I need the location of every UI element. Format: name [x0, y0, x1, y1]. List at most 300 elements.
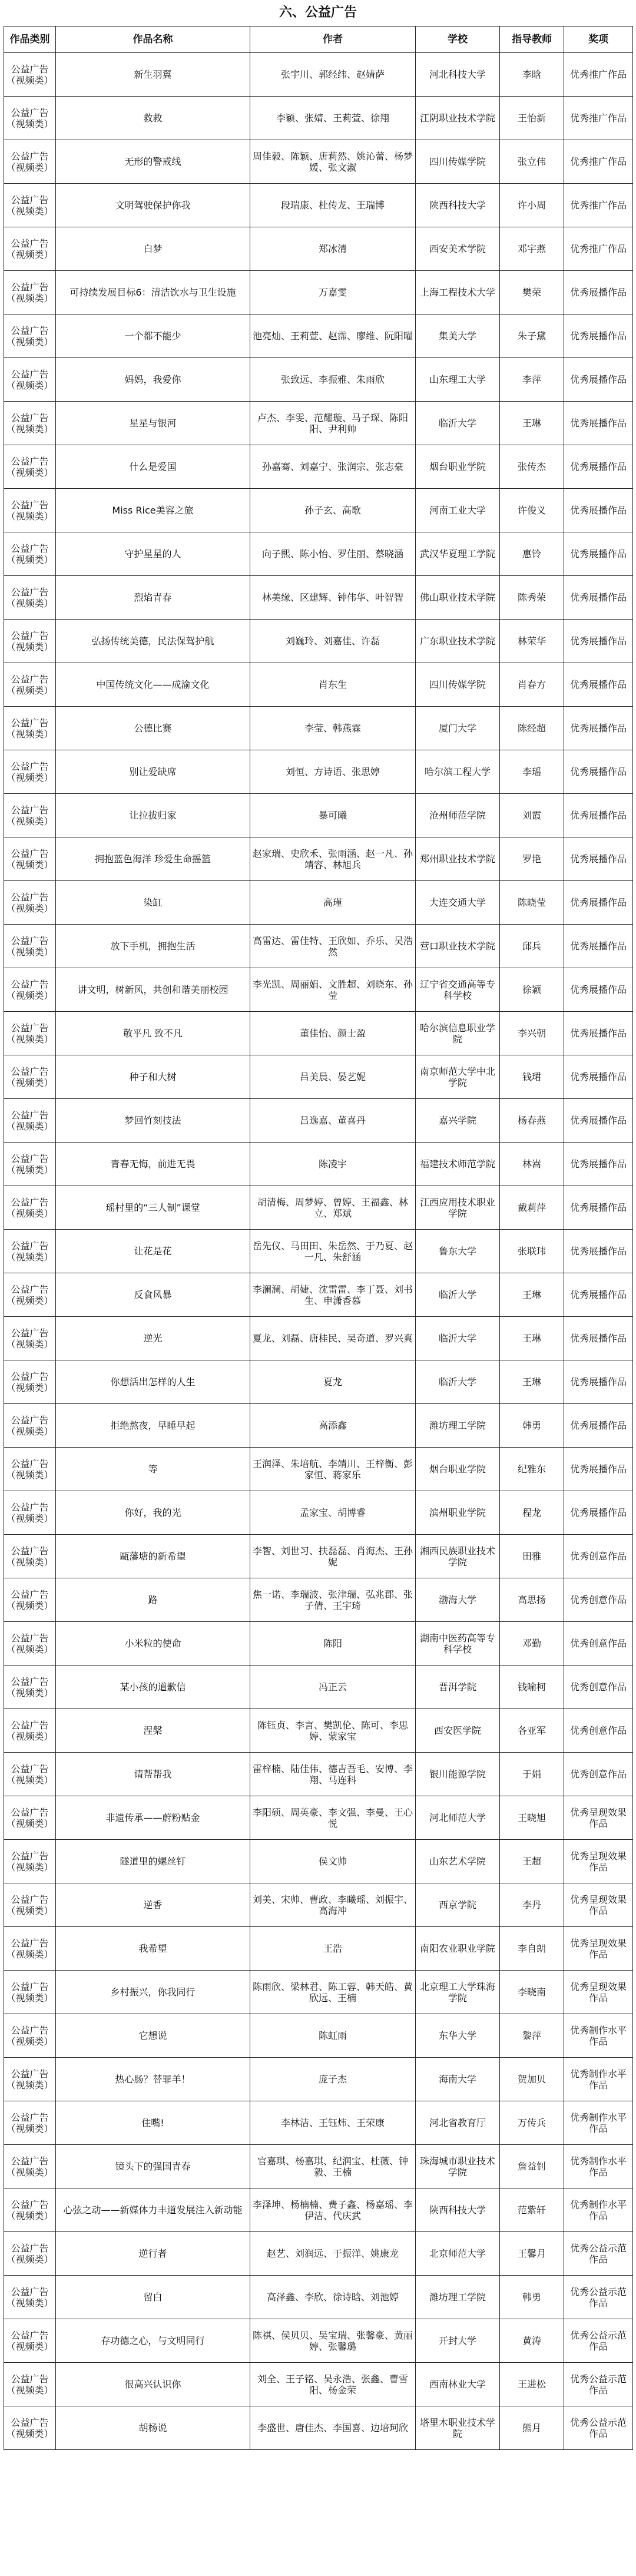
- school-cell: 四川传媒学院: [416, 140, 500, 184]
- authors-cell: 高瑾: [250, 881, 416, 925]
- table-row: [4, 881, 633, 925]
- authors-cell: 董佳怡、颜士盈: [250, 1012, 416, 1055]
- table-row: [4, 1578, 633, 1622]
- title-cell: 公德比赛: [56, 707, 250, 750]
- table-row: [4, 1753, 633, 1796]
- table-row: [4, 2101, 633, 2145]
- teacher-cell: 李自朗: [500, 1927, 564, 1971]
- school-cell: 集美大学: [416, 314, 500, 358]
- title-cell: 星星与银河: [56, 402, 250, 445]
- award-cell: 优秀展播作品: [564, 794, 633, 837]
- table-row: [4, 1448, 633, 1491]
- title-cell: 文明驾驶保护你我: [56, 184, 250, 227]
- table-row: [4, 2145, 633, 2188]
- school-cell: 佛山职业技术学院: [416, 576, 500, 620]
- title-cell: 心弦之动——新媒体力丰道发展注入新动能: [56, 2188, 250, 2232]
- column-header-category: 作品类别: [4, 27, 56, 53]
- award-cell: 优秀展播作品: [564, 402, 633, 445]
- school-cell: 南阳农业职业学院: [416, 1927, 500, 1971]
- award-cell: 优秀呈现效果作品: [564, 1927, 633, 1971]
- teacher-cell: 田雅: [500, 1535, 564, 1578]
- teacher-cell: 熊月: [500, 2406, 564, 2450]
- table-row: [4, 1796, 633, 1840]
- category-cell: 公益广告（视频类）: [4, 2058, 56, 2101]
- school-cell: 临沂大学: [416, 1317, 500, 1360]
- authors-cell: 陈阳: [250, 1622, 416, 1666]
- category-cell: 公益广告（视频类）: [4, 1317, 56, 1360]
- category-cell: 公益广告（视频类）: [4, 445, 56, 489]
- award-cell: 优秀呈现效果作品: [564, 1840, 633, 1883]
- table-row: [4, 2232, 633, 2276]
- authors-cell: 刘恒、方诗语、张思婷: [250, 750, 416, 794]
- school-cell: 烟台职业学院: [416, 1448, 500, 1491]
- award-cell: 优秀呈现效果作品: [564, 1971, 633, 2014]
- table-row: [4, 1360, 633, 1404]
- table-row: [4, 837, 633, 881]
- category-cell: 公益广告（视频类）: [4, 1143, 56, 1186]
- teacher-cell: 黄涛: [500, 2319, 564, 2363]
- title-cell: 拥抱蓝色海洋 珍爱生命摇篮: [56, 837, 250, 881]
- authors-cell: 高添鑫: [250, 1404, 416, 1448]
- table-row: [4, 53, 633, 97]
- school-cell: 江西应用技术职业学院: [416, 1186, 500, 1230]
- authors-cell: 李盛世、唐佳杰、李国喜、边培珂欣: [250, 2406, 416, 2450]
- category-cell: 公益广告（视频类）: [4, 1709, 56, 1753]
- category-cell: 公益广告（视频类）: [4, 402, 56, 445]
- title-cell: 种子和大树: [56, 1055, 250, 1099]
- school-cell: 福建技术师范学院: [416, 1143, 500, 1186]
- teacher-cell: 纪雅东: [500, 1448, 564, 1491]
- award-cell: 优秀创意作品: [564, 1535, 633, 1578]
- teacher-cell: 徐颖: [500, 968, 564, 1012]
- school-cell: 山东艺术学院: [416, 1840, 500, 1883]
- award-cell: 优秀公益示范作品: [564, 2406, 633, 2450]
- title-cell: 守护星星的人: [56, 532, 250, 576]
- school-cell: 临沂大学: [416, 1273, 500, 1317]
- title-cell: 留白: [56, 2276, 250, 2319]
- category-cell: 公益广告（视频类）: [4, 2145, 56, 2188]
- authors-cell: 暴可曦: [250, 794, 416, 837]
- table-row: [4, 1186, 633, 1230]
- authors-cell: 陈钰贞、李言、樊凯伦、陈可、李思婷、蒙家宝: [250, 1709, 416, 1753]
- category-cell: 公益广告（视频类）: [4, 2232, 56, 2276]
- award-cell: 优秀创意作品: [564, 1709, 633, 1753]
- school-cell: 塔里木职业技术学院: [416, 2406, 500, 2450]
- title-cell: 无形的警戒线: [56, 140, 250, 184]
- teacher-cell: 王晓旭: [500, 1796, 564, 1840]
- title-cell: 妈妈，我爱你: [56, 358, 250, 402]
- table-row: [4, 314, 633, 358]
- school-cell: 珠海城市职业技术学院: [416, 2145, 500, 2188]
- award-cell: 优秀推广作品: [564, 97, 633, 140]
- award-cell: 优秀公益示范作品: [564, 2276, 633, 2319]
- category-cell: 公益广告（视频类）: [4, 314, 56, 358]
- table-row: [4, 1230, 633, 1273]
- award-cell: 优秀推广作品: [564, 53, 633, 97]
- award-cell: 优秀展播作品: [564, 1317, 633, 1360]
- school-cell: 河北省教育厅: [416, 2101, 500, 2145]
- table-row: [4, 663, 633, 707]
- authors-cell: 岳先仪、马田田、朱岳然、于乃夏、赵一凡、朱舒涵: [250, 1230, 416, 1273]
- award-cell: 优秀制作水平作品: [564, 2014, 633, 2058]
- teacher-cell: 于娟: [500, 1753, 564, 1796]
- table-row: [4, 576, 633, 620]
- title-cell: Miss Rice美容之旅: [56, 489, 250, 532]
- table-row: [4, 445, 633, 489]
- teacher-cell: 林荣华: [500, 620, 564, 663]
- category-cell: 公益广告（视频类）: [4, 1971, 56, 2014]
- table-row: [4, 2188, 633, 2232]
- authors-cell: 孟家宝、胡博睿: [250, 1491, 416, 1535]
- teacher-cell: 张传杰: [500, 445, 564, 489]
- authors-cell: 侯文帅: [250, 1840, 416, 1883]
- table-row: [4, 794, 633, 837]
- category-cell: 公益广告（视频类）: [4, 1622, 56, 1666]
- award-cell: 优秀展播作品: [564, 1273, 633, 1317]
- school-cell: 嘉兴学院: [416, 1099, 500, 1143]
- authors-cell: 吕美晨、晏艺妮: [250, 1055, 416, 1099]
- school-cell: 陕西科技大学: [416, 184, 500, 227]
- school-cell: 营口职业技术学院: [416, 925, 500, 968]
- teacher-cell: 林嵩: [500, 1143, 564, 1186]
- teacher-cell: 钱喻柯: [500, 1666, 564, 1709]
- authors-cell: 李林洁、王钰炜、王荣康: [250, 2101, 416, 2145]
- award-cell: 优秀展播作品: [564, 1230, 633, 1273]
- school-cell: 南京师范大学中北学院: [416, 1055, 500, 1099]
- school-cell: 北京师范大学: [416, 2232, 500, 2276]
- authors-cell: 李阳硕、周英豪、李文强、李曼、王心悦: [250, 1796, 416, 1840]
- title-cell: 染缸: [56, 881, 250, 925]
- teacher-cell: 王琳: [500, 1317, 564, 1360]
- school-cell: 辽宁省交通高等专科学校: [416, 968, 500, 1012]
- title-cell: 你好，我的光: [56, 1491, 250, 1535]
- award-cell: 优秀推广作品: [564, 227, 633, 271]
- school-cell: 西安医学院: [416, 1709, 500, 1753]
- teacher-cell: 詹益钊: [500, 2145, 564, 2188]
- category-cell: 公益广告（视频类）: [4, 489, 56, 532]
- column-header-school: 学校: [416, 27, 500, 53]
- school-cell: 西安美术学院: [416, 227, 500, 271]
- award-cell: 优秀展播作品: [564, 925, 633, 968]
- title-cell: 涅槃: [56, 1709, 250, 1753]
- school-cell: 四川传媒学院: [416, 663, 500, 707]
- authors-cell: 郑冰清: [250, 227, 416, 271]
- table-row: [4, 1055, 633, 1099]
- category-cell: 公益广告（视频类）: [4, 1491, 56, 1535]
- title-cell: 梦回竹刻技法: [56, 1099, 250, 1143]
- teacher-cell: 李晓南: [500, 1971, 564, 2014]
- school-cell: 河北科技大学: [416, 53, 500, 97]
- title-cell: 逆行者: [56, 2232, 250, 2276]
- authors-cell: 吕逸嘉、董喜丹: [250, 1099, 416, 1143]
- award-cell: 优秀制作水平作品: [564, 2058, 633, 2101]
- table-row: [4, 620, 633, 663]
- school-cell: 河北师范大学: [416, 1796, 500, 1840]
- title-cell: 烈焰青春: [56, 576, 250, 620]
- teacher-cell: 樊荣: [500, 271, 564, 314]
- category-cell: 公益广告（视频类）: [4, 358, 56, 402]
- authors-cell: 张致远、李振雅、朱雨欣: [250, 358, 416, 402]
- title-cell: 镜头下的强国青春: [56, 2145, 250, 2188]
- award-cell: 优秀呈现效果作品: [564, 1883, 633, 1927]
- category-cell: 公益广告（视频类）: [4, 227, 56, 271]
- title-cell: 逆香: [56, 1883, 250, 1927]
- table-row: [4, 968, 633, 1012]
- authors-cell: 孙嘉骞、刘嘉宁、张润宗、张志豪: [250, 445, 416, 489]
- category-cell: 公益广告（视频类）: [4, 750, 56, 794]
- table-row: [4, 532, 633, 576]
- table-row: [4, 1709, 633, 1753]
- title-cell: 乡村振兴，你我同行: [56, 1971, 250, 2014]
- award-cell: 优秀展播作品: [564, 271, 633, 314]
- category-cell: 公益广告（视频类）: [4, 1186, 56, 1230]
- authors-cell: 高泽鑫、李欣、徐诗晗、刘池婷: [250, 2276, 416, 2319]
- title-cell: 别让爱缺席: [56, 750, 250, 794]
- award-cell: 优秀制作水平作品: [564, 2145, 633, 2188]
- teacher-cell: 范紫轩: [500, 2188, 564, 2232]
- school-cell: 山东理工大学: [416, 358, 500, 402]
- school-cell: 海南大学: [416, 2058, 500, 2101]
- school-cell: 广东职业技术学院: [416, 620, 500, 663]
- category-cell: 公益广告（视频类）: [4, 576, 56, 620]
- category-cell: 公益广告（视频类）: [4, 1273, 56, 1317]
- title-cell: 路: [56, 1578, 250, 1622]
- school-cell: 湖南中医药高等专科学校: [416, 1622, 500, 1666]
- authors-cell: 池亮灿、王莉萱、赵霈、廖维、阮阳曜: [250, 314, 416, 358]
- teacher-cell: 王馨月: [500, 2232, 564, 2276]
- teacher-cell: 黎萍: [500, 2014, 564, 2058]
- teacher-cell: 刘霞: [500, 794, 564, 837]
- title-cell: 拒绝熬夜，早睡早起: [56, 1404, 250, 1448]
- title-cell: 中国传统文化——成渝文化: [56, 663, 250, 707]
- teacher-cell: 罗艳: [500, 837, 564, 881]
- teacher-cell: 朱子黛: [500, 314, 564, 358]
- authors-cell: 陈凌宇: [250, 1143, 416, 1186]
- category-cell: 公益广告（视频类）: [4, 1753, 56, 1796]
- table-row: [4, 489, 633, 532]
- category-cell: 公益广告（视频类）: [4, 707, 56, 750]
- title-cell: 胡杨说: [56, 2406, 250, 2450]
- authors-cell: 李光凯、周丽娟、文胜超、刘晓东、孙莹: [250, 968, 416, 1012]
- table-row: [4, 227, 633, 271]
- teacher-cell: 杨春燕: [500, 1099, 564, 1143]
- title-cell: 住嘴!: [56, 2101, 250, 2145]
- award-cell: 优秀展播作品: [564, 620, 633, 663]
- award-cell: 优秀呈现效果作品: [564, 1796, 633, 1840]
- authors-cell: 刘巍玲、刘嘉佳、许磊: [250, 620, 416, 663]
- title-cell: 它想说: [56, 2014, 250, 2058]
- teacher-cell: 邓勤: [500, 1622, 564, 1666]
- school-cell: 陕西科技大学: [416, 2188, 500, 2232]
- table-row: [4, 2319, 633, 2363]
- title-cell: 新生羽翼: [56, 53, 250, 97]
- school-cell: 湘西民族职业技术学院: [416, 1535, 500, 1578]
- table-row: [4, 925, 633, 968]
- table-row: [4, 1491, 633, 1535]
- category-cell: 公益广告（视频类）: [4, 2014, 56, 2058]
- award-cell: 优秀创意作品: [564, 1578, 633, 1622]
- header-row: [4, 27, 633, 53]
- authors-cell: 庞子杰: [250, 2058, 416, 2101]
- teacher-cell: 许俊义: [500, 489, 564, 532]
- title-cell: 救救: [56, 97, 250, 140]
- teacher-cell: 各亚军: [500, 1709, 564, 1753]
- authors-cell: 王润泽、朱培航、李靖川、王梓衡、彭家恒、蒋家乐: [250, 1448, 416, 1491]
- school-cell: 潍坊理工学院: [416, 2276, 500, 2319]
- table-row: [4, 1099, 633, 1143]
- category-cell: 公益广告（视频类）: [4, 184, 56, 227]
- category-cell: 公益广告（视频类）: [4, 1099, 56, 1143]
- table-row: [4, 1317, 633, 1360]
- category-cell: 公益广告（视频类）: [4, 2319, 56, 2363]
- authors-cell: 肖东生: [250, 663, 416, 707]
- category-cell: 公益广告（视频类）: [4, 53, 56, 97]
- title-cell: 请帮帮我: [56, 1753, 250, 1796]
- award-cell: 优秀展播作品: [564, 1448, 633, 1491]
- teacher-cell: 惠铃: [500, 532, 564, 576]
- award-cell: 优秀创意作品: [564, 1753, 633, 1796]
- school-cell: 银川能源学院: [416, 1753, 500, 1796]
- table-row: [4, 2363, 633, 2406]
- award-cell: 优秀展播作品: [564, 489, 633, 532]
- authors-cell: 万嘉雯: [250, 271, 416, 314]
- title-cell: 白梦: [56, 227, 250, 271]
- award-cell: 优秀展播作品: [564, 1099, 633, 1143]
- teacher-cell: 王超: [500, 1840, 564, 1883]
- teacher-cell: 李瑶: [500, 750, 564, 794]
- category-cell: 公益广告（视频类）: [4, 968, 56, 1012]
- teacher-cell: 王琳: [500, 1360, 564, 1404]
- school-cell: 渤海大学: [416, 1578, 500, 1622]
- category-cell: 公益广告（视频类）: [4, 1012, 56, 1055]
- school-cell: 晋洱学院: [416, 1666, 500, 1709]
- award-cell: 优秀展播作品: [564, 1491, 633, 1535]
- school-cell: 沧州师范学院: [416, 794, 500, 837]
- school-cell: 开封大学: [416, 2319, 500, 2363]
- authors-cell: 段瑞康、杜传龙、王瑞博: [250, 184, 416, 227]
- table-body: [4, 53, 633, 2450]
- table-row: [4, 1273, 633, 1317]
- award-cell: 优秀公益示范作品: [564, 2232, 633, 2276]
- title-cell: 很高兴认识你: [56, 2363, 250, 2406]
- table-row: [4, 1622, 633, 1666]
- authors-cell: 陈祺、侯贝贝、吴宝瑞、张馨豪、黄丽婷、张馨璐: [250, 2319, 416, 2363]
- award-cell: 优秀推广作品: [564, 184, 633, 227]
- award-cell: 优秀创意作品: [564, 1666, 633, 1709]
- teacher-cell: 邓宇燕: [500, 227, 564, 271]
- authors-cell: 卢杰、李雯、范耀璇、马子琛、陈阳阳、尹利帅: [250, 402, 416, 445]
- category-cell: 公益广告（视频类）: [4, 1404, 56, 1448]
- award-cell: 优秀展播作品: [564, 707, 633, 750]
- category-cell: 公益广告（视频类）: [4, 1840, 56, 1883]
- school-cell: 哈尔滨信息职业学院: [416, 1012, 500, 1055]
- award-cell: 优秀展播作品: [564, 750, 633, 794]
- award-cell: 优秀展播作品: [564, 1055, 633, 1099]
- title-cell: 让拉拔归家: [56, 794, 250, 837]
- teacher-cell: 邱兵: [500, 925, 564, 968]
- column-header-award: 奖项: [564, 27, 633, 53]
- teacher-cell: 王怡新: [500, 97, 564, 140]
- award-cell: 优秀创意作品: [564, 1622, 633, 1666]
- award-cell: 优秀展播作品: [564, 1360, 633, 1404]
- award-cell: 优秀展播作品: [564, 837, 633, 881]
- authors-cell: 刘全、王子铭、吴永浩、张鑫、曹雪阳、杨金荣: [250, 2363, 416, 2406]
- title-cell: 讲文明，树新风，共创和谐美丽校园: [56, 968, 250, 1012]
- category-cell: 公益广告（视频类）: [4, 925, 56, 968]
- authors-cell: 李颖、张婧、王莉萱、徐翔: [250, 97, 416, 140]
- school-cell: 西京学院: [416, 1883, 500, 1927]
- authors-cell: 冯正云: [250, 1666, 416, 1709]
- awards-table: [4, 26, 633, 2450]
- school-cell: 潍坊理工学院: [416, 1404, 500, 1448]
- school-cell: 大连交通大学: [416, 881, 500, 925]
- category-cell: 公益广告（视频类）: [4, 1796, 56, 1840]
- teacher-cell: 陈经超: [500, 707, 564, 750]
- school-cell: 西南林业大学: [416, 2363, 500, 2406]
- school-cell: 鲁东大学: [416, 1230, 500, 1273]
- award-cell: 优秀推广作品: [564, 140, 633, 184]
- title-cell: 小米粒的使命: [56, 1622, 250, 1666]
- column-header-authors: 作者: [250, 27, 416, 53]
- category-cell: 公益广告（视频类）: [4, 271, 56, 314]
- table-row: [4, 2406, 633, 2450]
- award-cell: 优秀展播作品: [564, 314, 633, 358]
- title-cell: 反食风暴: [56, 1273, 250, 1317]
- category-cell: 公益广告（视频类）: [4, 140, 56, 184]
- school-cell: 哈尔滨工程大学: [416, 750, 500, 794]
- table-row: [4, 2014, 633, 2058]
- authors-cell: 雷梓楠、陆佳伟、德吉吾毛、安博、李翔、马连科: [250, 1753, 416, 1796]
- table-row: [4, 184, 633, 227]
- table-row: [4, 1143, 633, 1186]
- award-cell: 优秀展播作品: [564, 1012, 633, 1055]
- table-row: [4, 1666, 633, 1709]
- authors-cell: 赵家瑞、史欣禾、张雨涵、赵一凡、孙靖容、林旭兵: [250, 837, 416, 881]
- teacher-cell: 许小周: [500, 184, 564, 227]
- title-cell: 逆光: [56, 1317, 250, 1360]
- table-row: [4, 402, 633, 445]
- authors-cell: 李智、刘世习、扶磊磊、肖海杰、王孙妮: [250, 1535, 416, 1578]
- teacher-cell: 李晗: [500, 53, 564, 97]
- category-cell: 公益广告（视频类）: [4, 532, 56, 576]
- authors-cell: 夏龙、刘磊、唐桂民、吴奇道、罗兴爽: [250, 1317, 416, 1360]
- title-cell: 敬平凡 致不凡: [56, 1012, 250, 1055]
- teacher-cell: 陈晓莹: [500, 881, 564, 925]
- authors-cell: 李澜澜、胡婕、沈雷雷、李丁聂、刘书生、申潇香慕: [250, 1273, 416, 1317]
- title-cell: 非遗传承——蔚粉贴金: [56, 1796, 250, 1840]
- teacher-cell: 李丹: [500, 1883, 564, 1927]
- teacher-cell: 贺加贝: [500, 2058, 564, 2101]
- teacher-cell: 肖春方: [500, 663, 564, 707]
- award-cell: 优秀展播作品: [564, 1404, 633, 1448]
- authors-cell: 向子熙、陈小怡、罗佳丽、蔡晓涵: [250, 532, 416, 576]
- title-cell: 等: [56, 1448, 250, 1491]
- category-cell: 公益广告（视频类）: [4, 2406, 56, 2450]
- award-cell: 优秀展播作品: [564, 1186, 633, 1230]
- school-cell: 上海工程技术大学: [416, 271, 500, 314]
- authors-cell: 王浩: [250, 1927, 416, 1971]
- award-cell: 优秀公益示范作品: [564, 2319, 633, 2363]
- school-cell: 滨州职业学院: [416, 1491, 500, 1535]
- teacher-cell: 万传兵: [500, 2101, 564, 2145]
- authors-cell: 刘美、宋帅、曹政、李曦瑶、刘振宇、高海冲: [250, 1883, 416, 1927]
- title-cell: 隧道里的螺丝钉: [56, 1840, 250, 1883]
- authors-cell: 陈虹雨: [250, 2014, 416, 2058]
- title-cell: 瑶村里的“三人制”课堂: [56, 1186, 250, 1230]
- teacher-cell: 王进松: [500, 2363, 564, 2406]
- authors-cell: 李莹、韩燕霖: [250, 707, 416, 750]
- award-cell: 优秀制作水平作品: [564, 2188, 633, 2232]
